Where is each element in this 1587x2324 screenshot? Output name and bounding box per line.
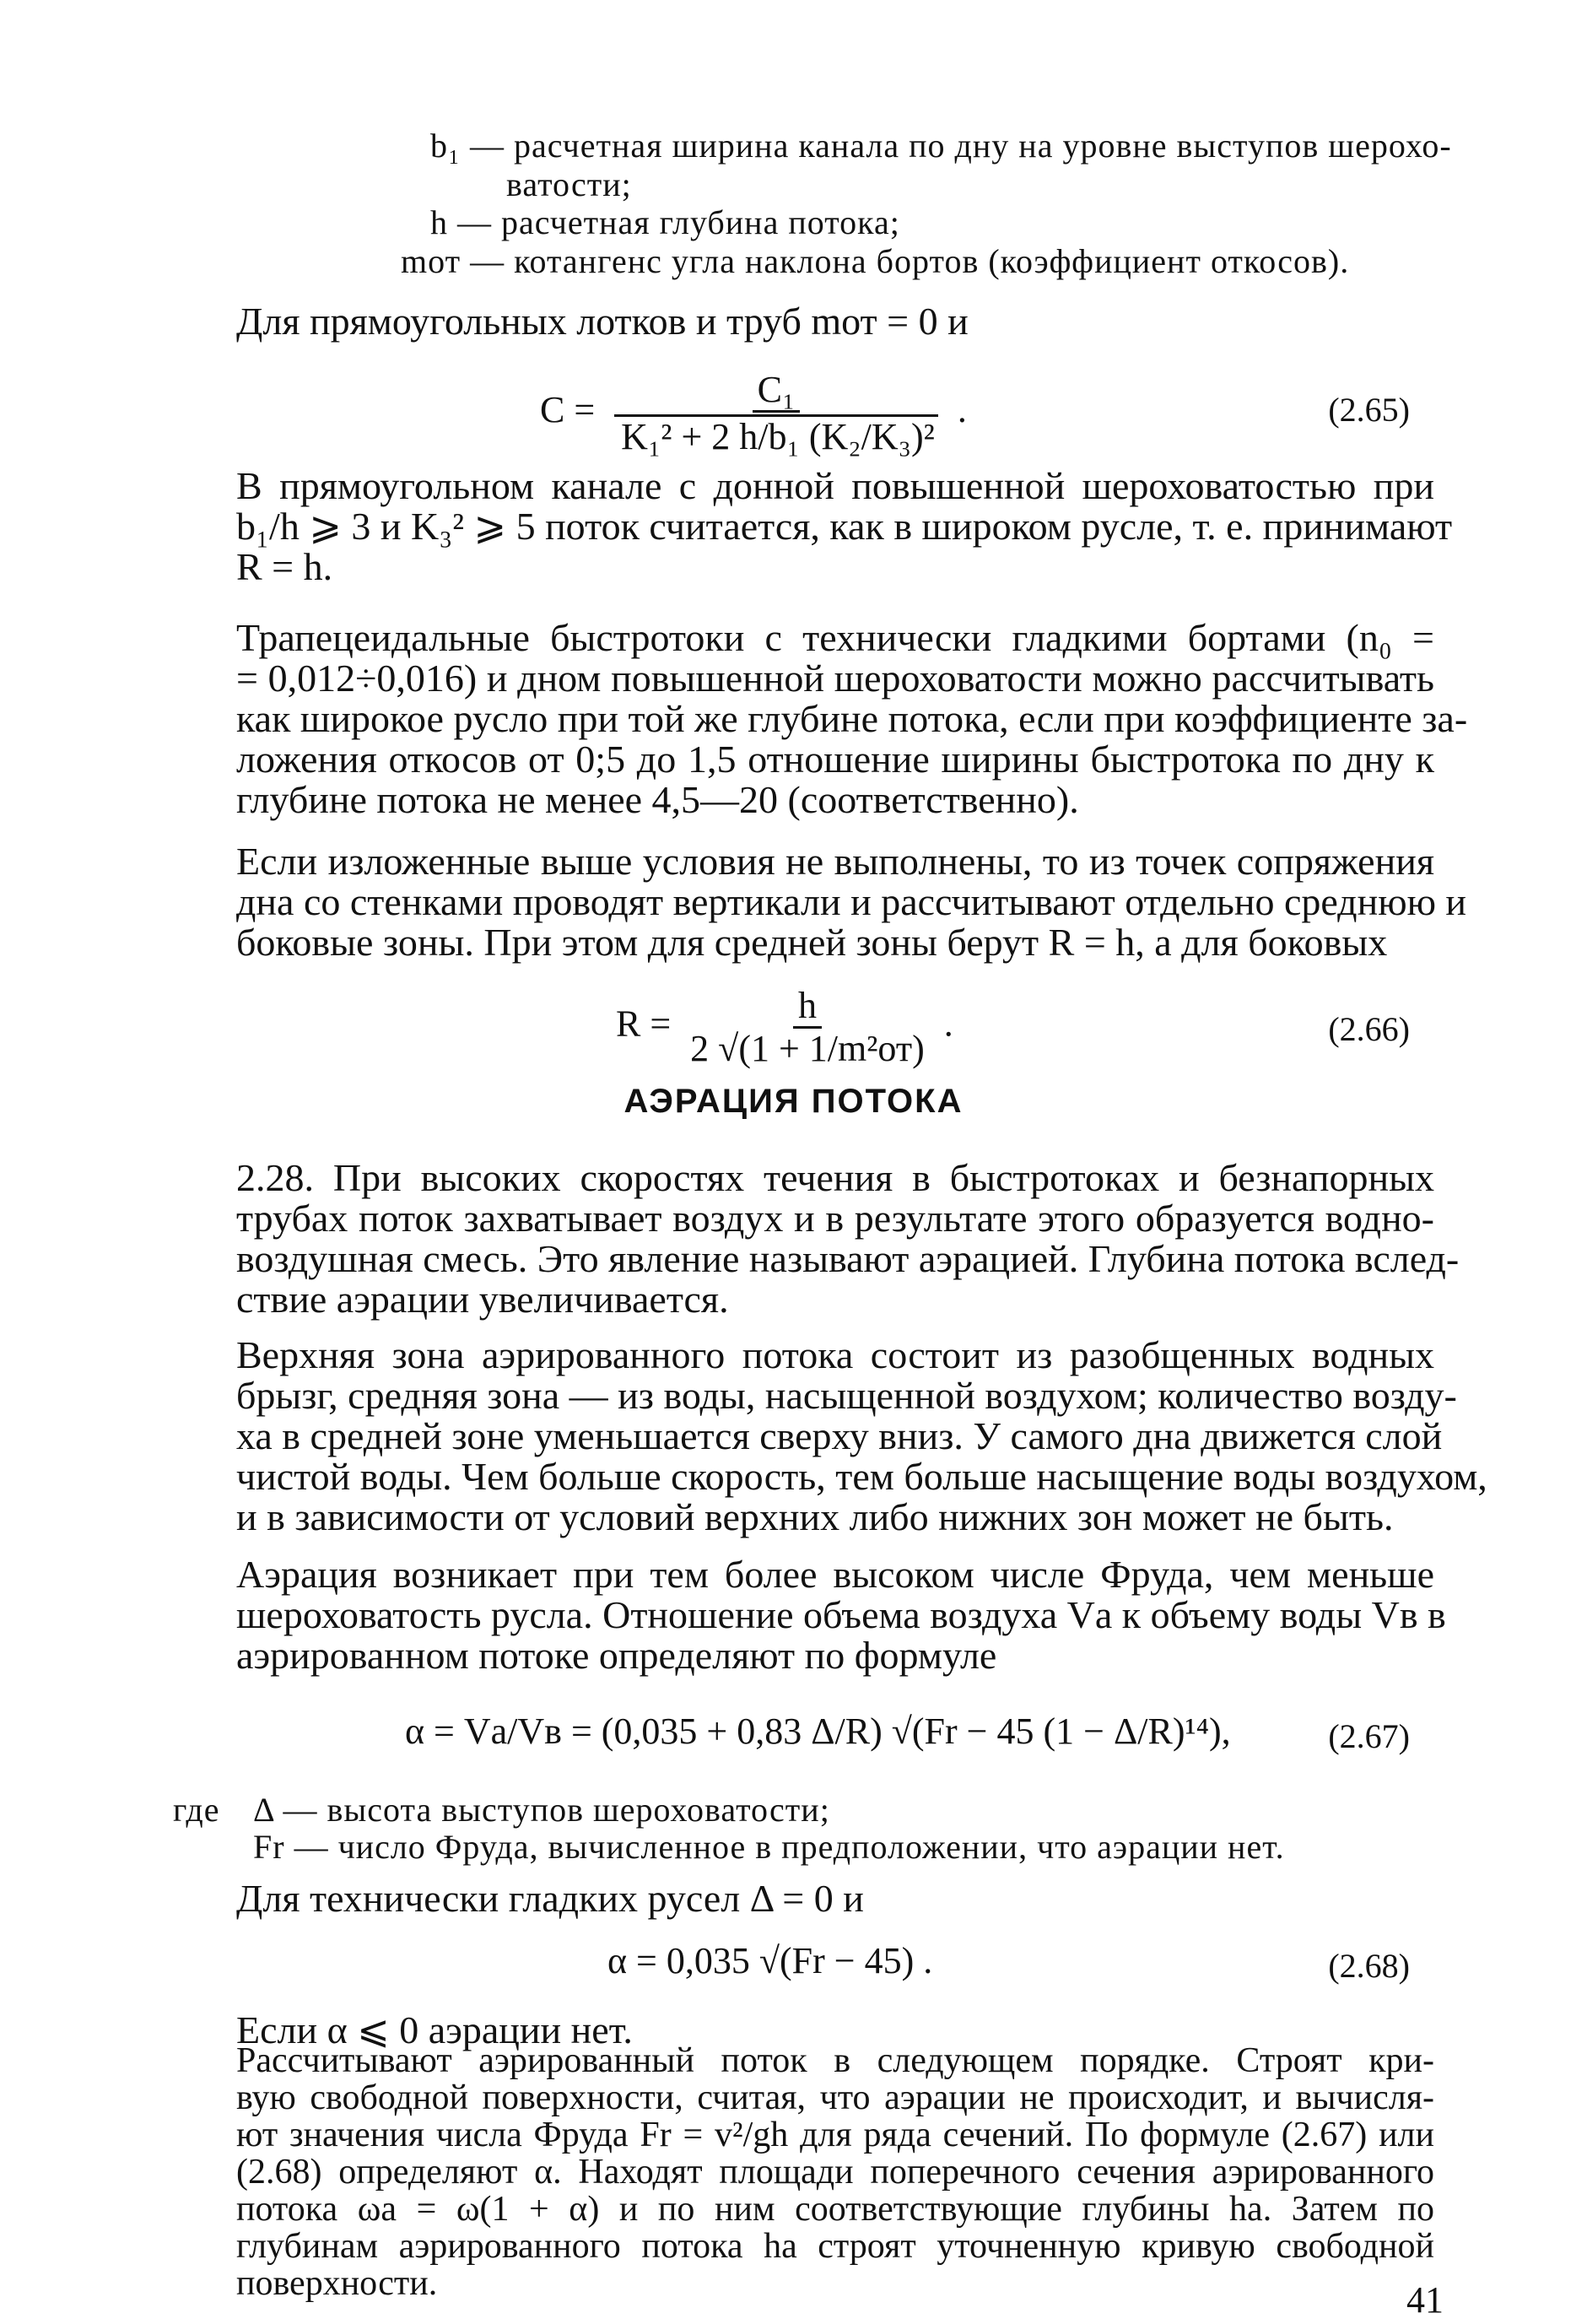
equation-2-68: α = 0,035 √(Fr − 45) . xyxy=(607,1940,933,1981)
paragraph-line: шероховатость русла. Отношение объема воздуха Vа к объему воды Vв в xyxy=(236,1593,1446,1636)
paragraph-line: Для технически гладких русел Δ = 0 и xyxy=(236,1877,864,1920)
def-h: h — расчетная глубина потока; xyxy=(430,203,900,241)
paragraph-line: поверхности. xyxy=(236,2264,438,2303)
paragraph-line: как широкое русло при той же глубине потока, если при коэффициенте за- xyxy=(236,697,1468,740)
paragraph-line: b₁/h ⩾ 3 и K₃² ⩾ 5 поток считается, как в широком русле, т. е. принимают xyxy=(236,505,1453,548)
paragraph-line: Для прямоугольных лотков и труб mот = 0 и xyxy=(236,300,969,343)
paragraph-line: ют значения числа Фруда Fr = v²/gh для ряда сечений. По формуле (2.67) или xyxy=(236,2116,1434,2154)
paragraph-line: Если α ⩽ 0 аэрации нет. xyxy=(236,2008,633,2051)
paragraph-line: Аэрация возникает при тем более высоком числе Фруда, чем меньше xyxy=(236,1553,1434,1596)
paragraph-line: Если изложенные выше условия не выполнены, то из точек сопряжения xyxy=(236,840,1434,883)
paragraph-line: Верхняя зона аэрированного потока состоит из разобщенных водных xyxy=(236,1333,1434,1376)
def-b1-cont: ватости; xyxy=(506,165,632,203)
section-heading: АЭРАЦИЯ ПОТОКА xyxy=(623,1083,964,1120)
def-mot: mот — котангенс угла наклона бортов (коэффициент откосов). xyxy=(401,242,1350,280)
equation-2-66: R = $\frac{h}{\text{2 √(1 + 1/m²от)}}$ . xyxy=(616,985,953,1069)
equation-2-67: α = Vа/Vв = (0,035 + 0,83 Δ/R) √(Fr − 45 (1 − Δ/R)¹⁴), xyxy=(405,1711,1231,1752)
equation-number: (2.66) xyxy=(1328,1010,1410,1048)
where-label: где xyxy=(173,1791,220,1829)
equation-2-65: C = $\frac{\text{C₁}}{\text{K₁² + 2 h/b₁ (K₂/K₃)²}}$ . xyxy=(540,369,967,457)
paragraph-line: потока ωа = ω(1 + α) и по ним соответствующие глубины hа. Затем по xyxy=(236,2190,1434,2229)
paragraph-line: Рассчитывают аэрированный поток в следующем порядке. Строят кри- xyxy=(236,2041,1434,2080)
eq-lhs: C = xyxy=(540,389,596,431)
paragraph-line: вую свободной поверхности, считая, что аэрации не происходит, и вычисля- xyxy=(236,2078,1434,2117)
paragraph-line: воздушная смесь. Это явление называют аэрацией. Глубина потока вслед- xyxy=(236,1237,1460,1280)
paragraph-line: Трапецеидальные быстротоки с технически гладкими бортами (n₀ = xyxy=(236,616,1434,659)
paragraph-line: глубинам аэрированного потока hа строят уточненную кривую свободной xyxy=(236,2227,1434,2266)
def-b1: b₁ — расчетная ширина канала по дну на уровне выступов шерохо- xyxy=(430,127,1452,165)
paragraph-line: чистой воды. Чем больше скорость, тем больше насыщение воды воздухом, xyxy=(236,1455,1487,1498)
eq-denominator: K₁² + 2 h/b₁ (K₂/K₃)² xyxy=(614,414,938,456)
paragraph-line: и в зависимости от условий верхних либо нижних зон может не быть. xyxy=(236,1495,1394,1538)
paragraph-line: боковые зоны. При этом для средней зоны берут R = h, а для боковых xyxy=(236,921,1388,964)
paragraph-line: глубине потока не менее 4,5—20 (соответственно). xyxy=(236,778,1079,821)
paragraph-line: ствие аэрации увеличивается. xyxy=(236,1278,729,1321)
paragraph-line: брызг, средняя зона — из воды, насыщенной воздухом; количество возду- xyxy=(236,1374,1457,1417)
eq-numerator: C₁ xyxy=(753,371,801,413)
paragraph-line: R = h. xyxy=(236,545,333,588)
paragraph-line: В прямоугольном канале с донной повышенной шероховатостью при xyxy=(236,464,1434,507)
paragraph-line: аэрированном потоке определяют по формуле xyxy=(236,1634,997,1677)
equation-number: (2.67) xyxy=(1328,1717,1410,1755)
paragraph-line: трубах поток захватывает воздух и в результате этого образуется водно- xyxy=(236,1197,1434,1240)
paragraph-line: ложения откосов от 0;5 до 1,5 отношение ширины быстротока по дну к xyxy=(236,738,1434,781)
page-number: 41 xyxy=(1406,2279,1444,2321)
paragraph-line: дна со стенками проводят вертикали и рассчитывают отдельно среднюю и xyxy=(236,880,1467,923)
eq-fraction xyxy=(609,371,943,456)
def-delta: Δ — высота выступов шероховатости; xyxy=(253,1791,830,1829)
paragraph-line: 2.28. При высоких скоростях течения в быстротоках и безнапорных xyxy=(236,1156,1434,1199)
equation-number: (2.65) xyxy=(1328,391,1410,429)
def-fr: Fr — число Фруда, вычисленное в предположении, что аэрации нет. xyxy=(253,1828,1285,1866)
paragraph-line: (2.68) определяют α. Находят площади поперечного сечения аэрированного xyxy=(236,2153,1434,2192)
equation-number: (2.68) xyxy=(1328,1947,1410,1985)
paragraph-line: = 0,012÷0,016) и дном повышенной шероховатости можно рассчитывать xyxy=(236,657,1434,700)
paragraph-line: ха в средней зоне уменьшается сверху вниз. У самого дна движется слой xyxy=(236,1414,1443,1457)
